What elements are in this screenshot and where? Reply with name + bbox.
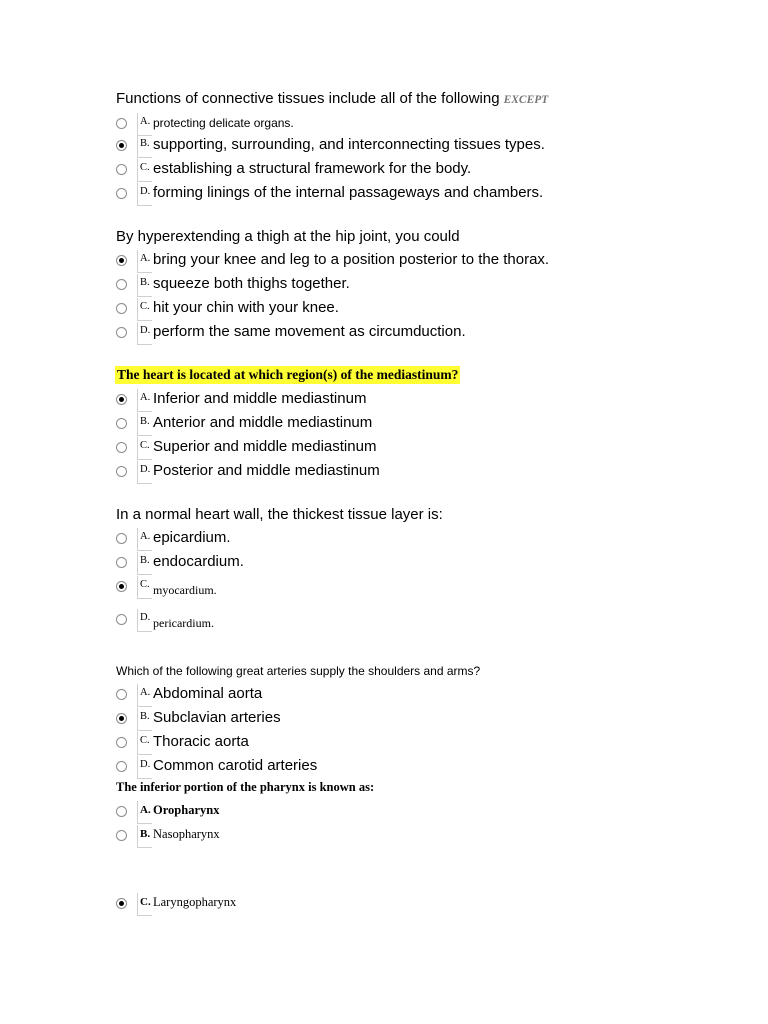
option-text: Abdominal aorta	[153, 685, 263, 702]
option-letter: C.	[140, 896, 151, 908]
question-2: By hyperextending a thigh at the hip joint, you could	[116, 228, 460, 245]
question-6: The inferior portion of the pharynx is known as:	[116, 780, 375, 794]
option-letter: B.	[140, 711, 150, 722]
question-emphasis: EXCEPT	[503, 94, 549, 106]
radio-button[interactable]	[116, 394, 127, 405]
question-3: The heart is located at which region(s) of the mediastinum?	[117, 367, 459, 382]
radio-button[interactable]	[116, 761, 127, 772]
option-text: Posterior and middle mediastinum	[153, 462, 380, 479]
option-letter: A.	[140, 531, 151, 542]
question-5: Which of the following great arteries supply the shoulders and arms?	[116, 664, 481, 678]
option-letter: B.	[140, 416, 150, 427]
option-text: epicardium.	[153, 529, 231, 546]
radio-button[interactable]	[116, 164, 127, 175]
radio-button[interactable]	[116, 737, 127, 748]
option-letter: D.	[140, 186, 151, 197]
option-letter: C.	[140, 301, 150, 312]
option-text: hit your chin with your knee.	[153, 299, 339, 316]
option-text: Nasopharynx	[153, 827, 220, 841]
radio-button[interactable]	[116, 303, 127, 314]
option-text: pericardium.	[153, 616, 214, 630]
radio-button[interactable]	[116, 279, 127, 290]
option-letter: C.	[140, 579, 150, 590]
radio-button[interactable]	[116, 614, 127, 625]
radio-button[interactable]	[116, 255, 127, 266]
option-letter: D.	[140, 325, 151, 336]
option-text: Laryngopharynx	[153, 895, 237, 909]
option-letter: A.	[140, 804, 151, 816]
option-letter: D.	[140, 464, 151, 475]
option-text: myocardium.	[153, 583, 217, 597]
option-letter: B.	[140, 828, 151, 840]
radio-button[interactable]	[116, 188, 127, 199]
option-letter: A.	[140, 687, 151, 698]
option-letter: C.	[140, 735, 150, 746]
option-text: Oropharynx	[153, 803, 220, 817]
option-text: Thoracic aorta	[153, 733, 249, 750]
radio-button[interactable]	[116, 806, 127, 817]
radio-button[interactable]	[116, 140, 127, 151]
option-text: Superior and middle mediastinum	[153, 438, 377, 455]
option-text: Anterior and middle mediastinum	[153, 414, 373, 431]
option-letter: B.	[140, 555, 150, 566]
option-text: squeeze both thighs together.	[153, 275, 350, 292]
option-letter: C.	[140, 162, 150, 173]
option-letter: B.	[140, 277, 150, 288]
radio-button[interactable]	[116, 830, 127, 841]
option-text: perform the same movement as circumduction.	[153, 323, 466, 340]
option-letter: A.	[140, 116, 151, 127]
radio-button[interactable]	[116, 898, 127, 909]
radio-button[interactable]	[116, 689, 127, 700]
option-letter: D.	[140, 759, 151, 770]
radio-button[interactable]	[116, 327, 127, 338]
radio-button[interactable]	[116, 533, 127, 544]
option-text: forming linings of the internal passageways and chambers.	[153, 184, 544, 201]
question-1	[116, 90, 548, 107]
radio-button[interactable]	[116, 418, 127, 429]
option-text: establishing a structural framework for the body.	[153, 160, 472, 177]
option-text: Common carotid arteries	[153, 757, 318, 774]
option-text: supporting, surrounding, and interconnecting tissues types.	[153, 136, 545, 153]
question-4: In a normal heart wall, the thickest tissue layer is:	[116, 506, 443, 523]
option-text: bring your knee and leg to a position posterior to the thorax.	[153, 251, 550, 268]
option-letter: B.	[140, 138, 150, 149]
radio-button[interactable]	[116, 713, 127, 724]
option-text: Inferior and middle mediastinum	[153, 390, 367, 407]
radio-button[interactable]	[116, 581, 127, 592]
option-letter: D.	[140, 612, 151, 623]
option-letter: C.	[140, 440, 150, 451]
radio-button[interactable]	[116, 557, 127, 568]
radio-button[interactable]	[116, 442, 127, 453]
radio-button[interactable]	[116, 118, 127, 129]
option-letter: A.	[140, 253, 151, 264]
option-text: Subclavian arteries	[153, 709, 281, 726]
option-text: endocardium.	[153, 553, 244, 570]
question-text: Functions of connective tissues include all of the following	[116, 90, 500, 107]
option-letter: A.	[140, 392, 151, 403]
radio-button[interactable]	[116, 466, 127, 477]
option-text: protecting delicate organs.	[153, 116, 294, 130]
